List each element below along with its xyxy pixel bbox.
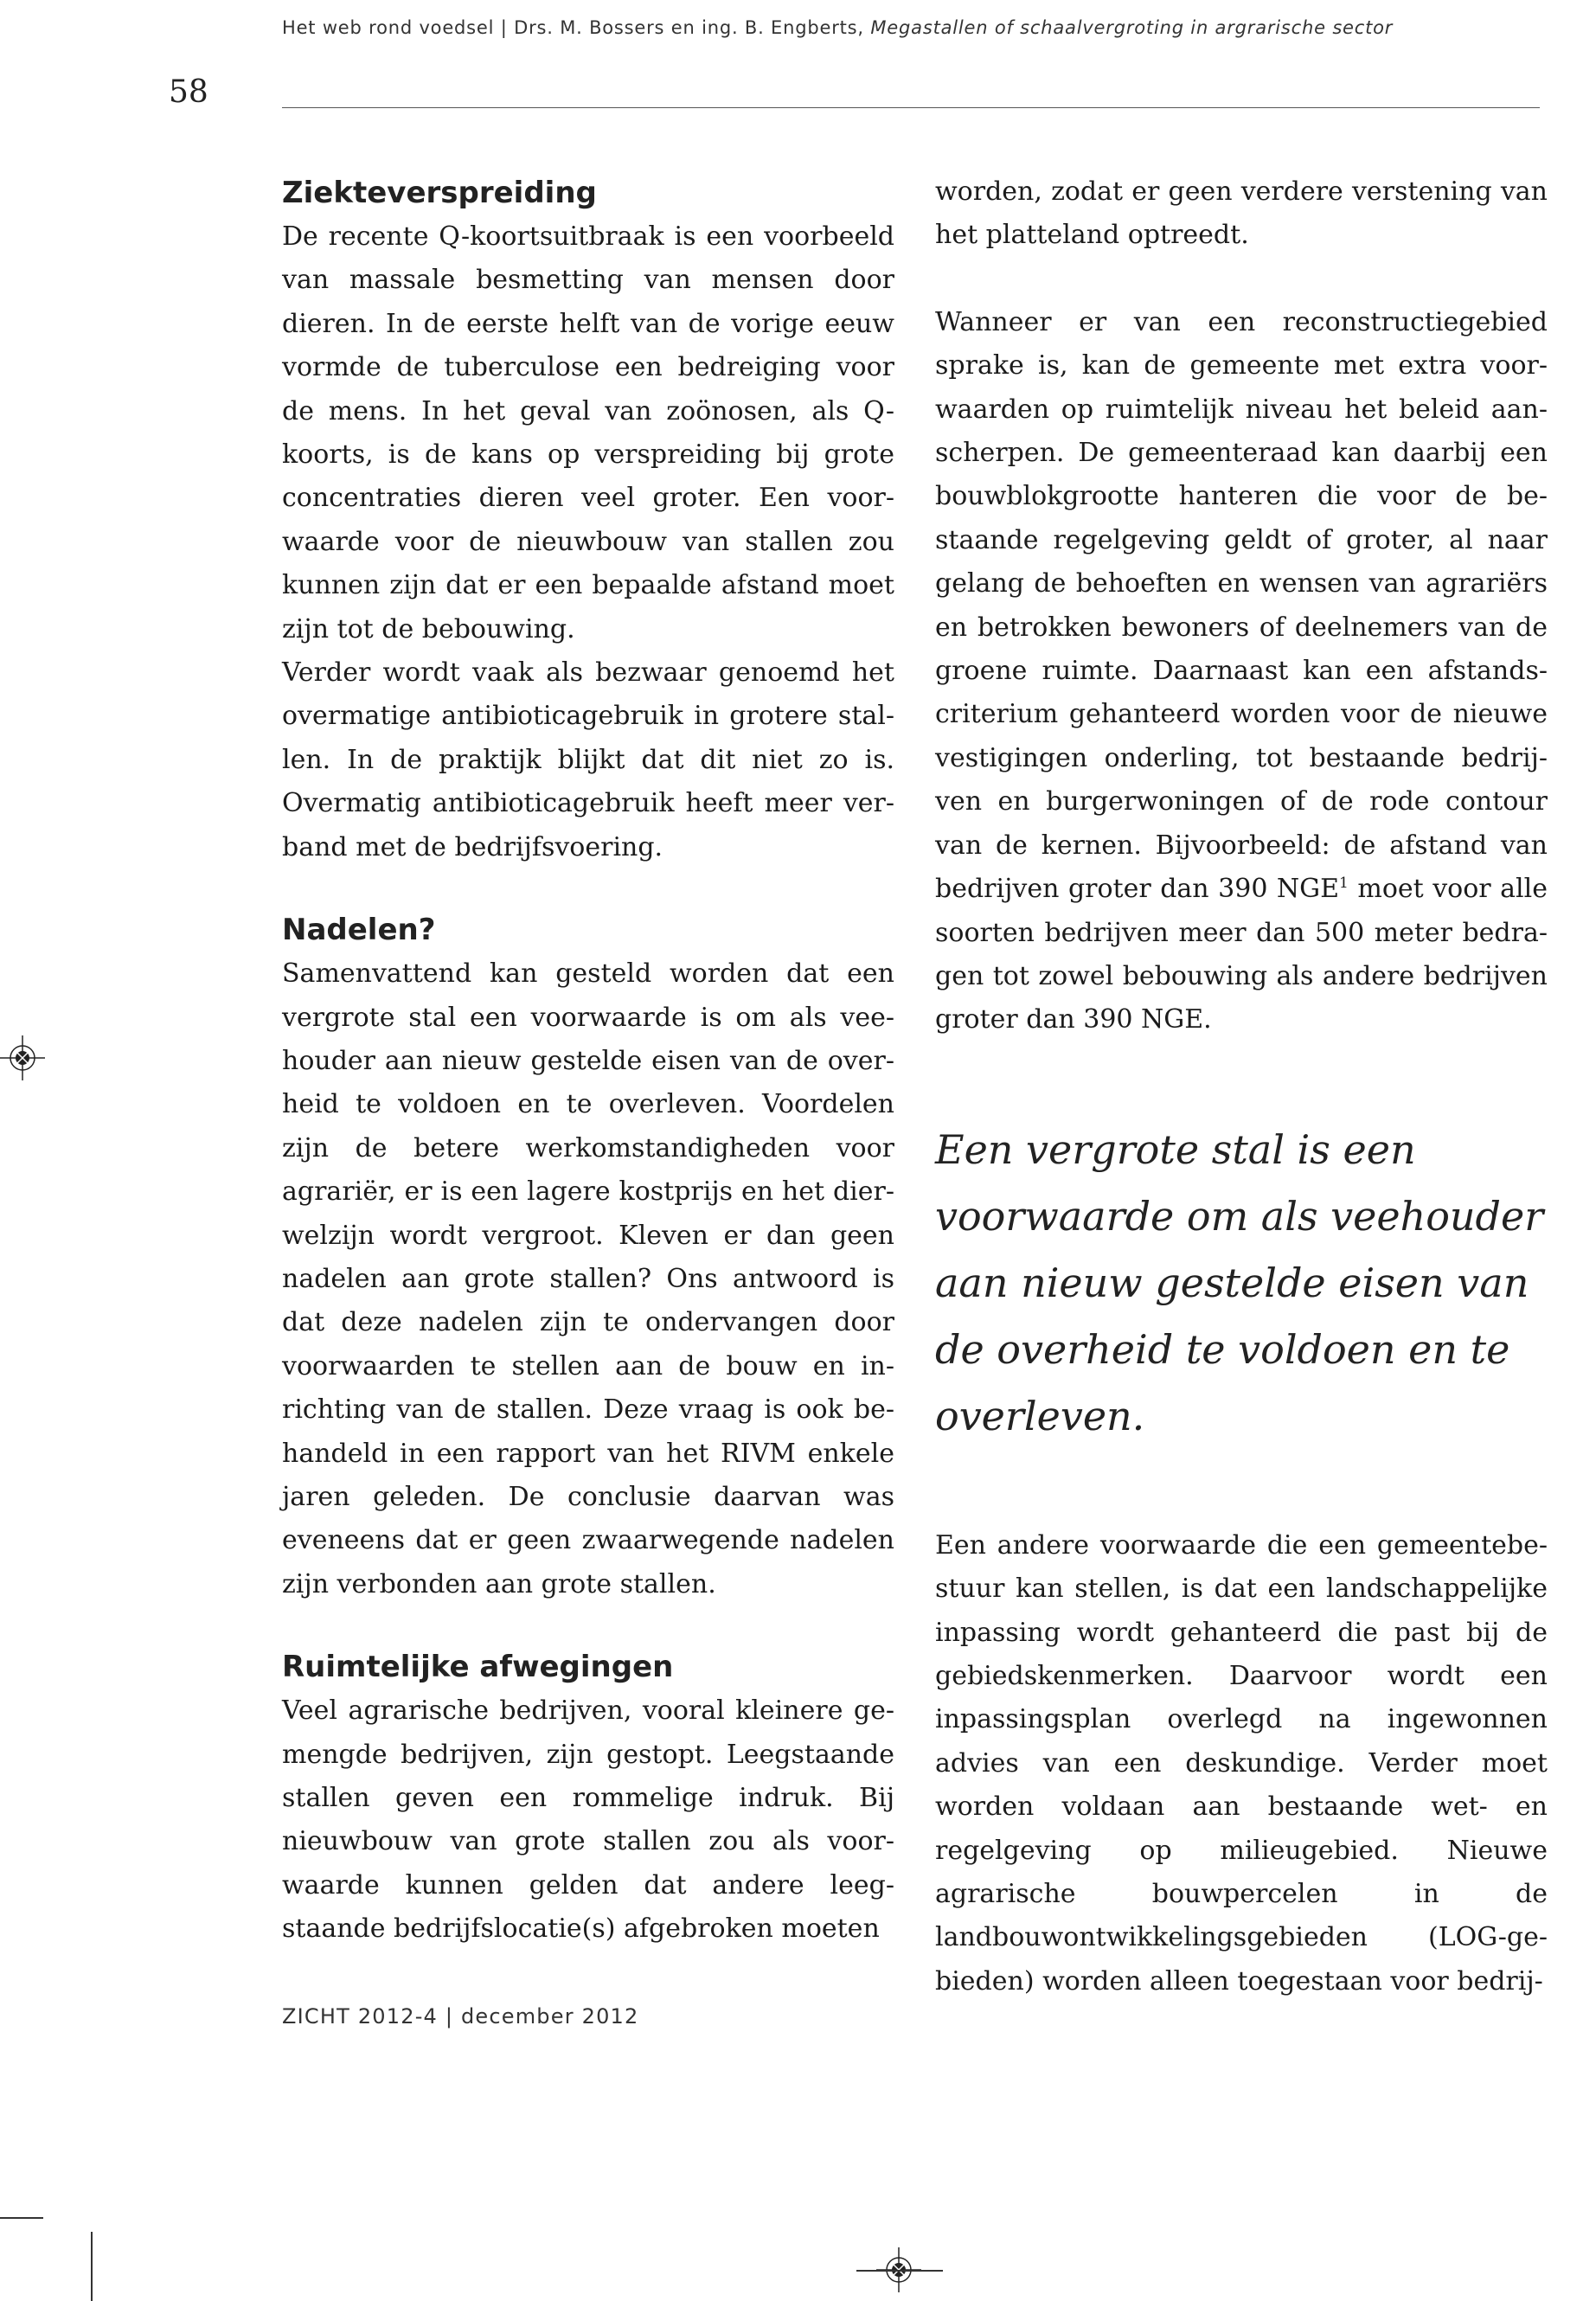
paragraph-reconstructiegebied-text-2: moet voor alle soorten bedrijven meer dan 500 meter bedragen tot zowel bebouwing als andere bedrijven groter dan 390 NGE.: [935, 874, 1548, 1035]
left-column: [282, 170, 894, 1952]
running-header: [282, 17, 1393, 38]
paragraph-landschappelijke-inpassing: Een andere voorwaarde die een gemeentebestuur kan stellen, is dat een landschappelijke inpassing wordt gehanteerd die past bij de gebiedskenmerken. Daarvoor wordt een inpassingsplan overlegd na ingewonnen advies van een deskundige. Verder moet worden voldaan aan bestaande wet- en regelgeving op milieugebied. Nieuwe agrarische bouwpercelen in de landbouwontwikkelingsgebieden (LOG-gebieden) worden alleen toegestaan voor bedrij-: [935, 1529, 1548, 1997]
paragraph-ziekteverspreiding-1: De recente Q-koortsuitbraak is een voorbeeld van massale besmetting van mensen door dieren. In de eerste helft van de vorige eeuw vormde de tuberculose een bedreiging voor de mens. In het geval van zoönosen, als Q-koorts, is de kans op verspreiding bij grote concentraties dieren veel groter. Een voorwaarde voor de nieuwbouw van stallen zou kunnen zijn dat er een bepaalde afstand moet zijn tot de bebouwing.: [282, 221, 894, 644]
header-rule: [282, 107, 1540, 108]
running-header-authors: Het web rond voedsel | Drs. M. Bossers en ing. B. Engberts,: [282, 17, 871, 38]
crop-mark-vertical: [91, 2232, 93, 2301]
heading-nadelen: Nadelen?: [282, 913, 436, 948]
section-spacer: [282, 869, 894, 907]
paragraph-reconstructiegebied-text-1: Wanneer er van een reconstructiegebied sprake is, kan de gemeente met extra voorwaarden op ruimtelijk niveau het beleid aanscherpen. De gemeenteraad kan daarbij een bouwblokgrootte hanteren die voor de bestaande regelgeving geldt of groter, al naar gelang de behoeften en wensen van agrariërs en betrokken bewoners of deelnemers van de groene ruimte. Daarnaast kan een afstandscriterium gehanteerd worden voor de nieuwe vestigingen onderling, tot bestaande bedrijven en burgerwoningen of de rode contour van de kernen. Bijvoorbeeld: de afstand van bedrijven groter dan 390 NGE: [935, 306, 1548, 905]
right-column: [935, 170, 1548, 2003]
crop-mark-center-line: [856, 2270, 943, 2272]
paragraph-ziekteverspreiding-2: Verder wordt vaak als bezwaar genoemd het overmatige antibioticagebruik in grotere stallen. In de praktijk blijkt dat dit niet zo is. Overmatig antibioticagebruik heeft meer verband met de bedrijfsvoering.: [282, 657, 894, 862]
pull-quote: Een vergrote stal is een voorwaarde om als veehouder aan nieuw gestelde eisen van de overheid te voldoen en te overleven.: [935, 1125, 1544, 1439]
footnote-marker: 1: [1339, 875, 1349, 893]
paragraph-reconstructiegebied: [935, 301, 1548, 1042]
paragraph-ruimtelijke-afwegingen: Veel agrarische bedrijven, vooral kleinere gemengde bedrijven, zijn gestopt. Leegstaande stallen geven een rommelige indruk. Bij nieuwbouw van grote stallen zou als voorwaarde kunnen gelden dat andere leegstaande bedrijfslocatie(s) afgebroken moeten: [282, 1695, 894, 1945]
page-footer: ZICHT 2012-4 | december 2012: [282, 2004, 639, 2029]
section-spacer: [282, 1606, 894, 1644]
pull-quote-spacer-top: [935, 1042, 1548, 1117]
heading-ziekteverspreiding: Ziekteverspreiding: [282, 176, 597, 210]
paragraph-spacer: [935, 258, 1548, 301]
paragraph-continuation: worden, zodat er geen verdere verstening van het platteland optreedt.: [935, 176, 1548, 251]
registration-mark-icon: [0, 1035, 45, 1080]
heading-ruimtelijke-afwegingen: Ruimtelijke afwegingen: [282, 1650, 674, 1685]
paragraph-nadelen: Samenvattend kan gesteld worden dat een vergrote stal een voorwaarde is om als veehouder aan nieuw gestelde eisen van de overheid te voldoen en te overleven. Voordelen zijn de betere werkomstandigheden voor agrariër, er is een lagere kostprijs en het dierwelzijn wordt vergroot. Kleven er dan geen nadelen aan grote stallen? Ons antwoord is dat deze nadelen zijn te ondervangen door voorwaarden te stellen aan de bouw en inrichting van de stallen. Deze vraag is ook behandeld in een rapport van het RIVM enkele jaren geleden. De conclusie daarvan was eveneens dat er geen zwaarwegende nadelen zijn verbonden aan grote stallen.: [282, 958, 894, 1599]
pull-quote-spacer-bottom: [935, 1450, 1548, 1524]
page-number: 58: [169, 74, 208, 110]
running-header-title: Megastallen of schaalvergroting in argrarische sector: [870, 17, 1394, 38]
crop-mark-horizontal: [0, 2217, 43, 2219]
